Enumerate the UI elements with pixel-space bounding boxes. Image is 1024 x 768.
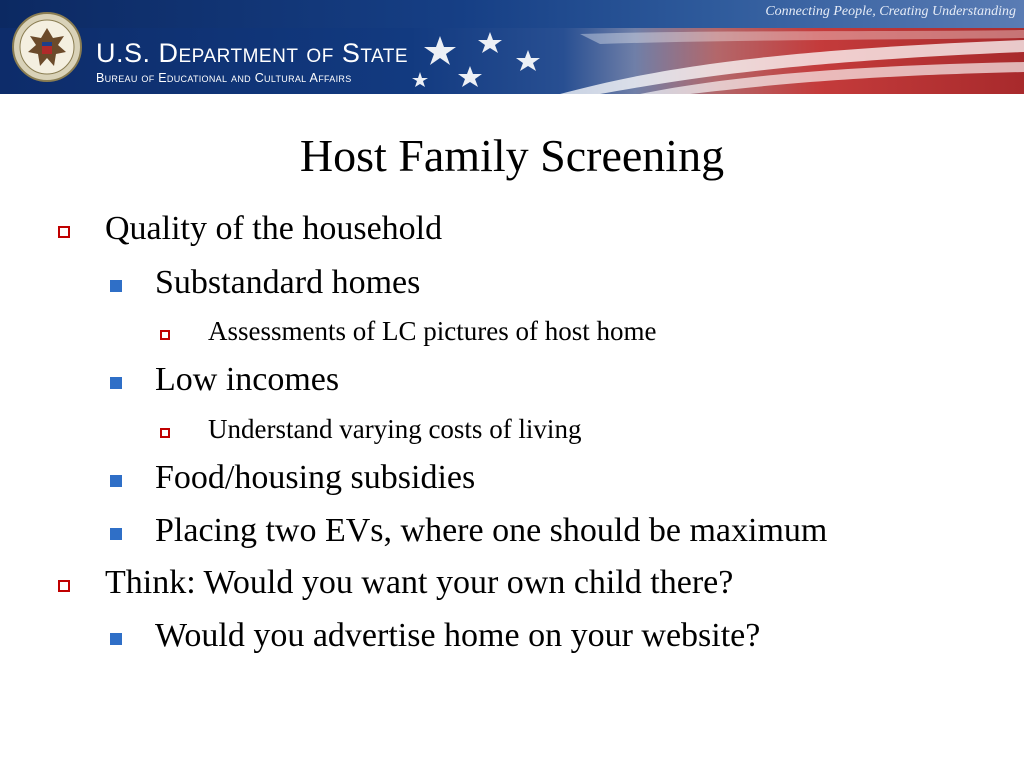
solid-square-bullet-icon xyxy=(110,633,122,645)
bullet-item: Would you advertise home on your website? xyxy=(155,617,761,654)
bullet-item: Low incomes xyxy=(155,361,340,398)
solid-square-bullet-icon xyxy=(110,528,122,540)
hollow-square-bullet-icon xyxy=(58,226,70,238)
bullet-item: Substandard homes xyxy=(155,264,421,301)
bureau-name: Bureau of Educational and Cultural Affairs xyxy=(96,71,352,85)
bullet-item: Think: Would you want your own child there? xyxy=(105,564,734,601)
hollow-square-bullet-icon xyxy=(58,580,70,592)
bullet-item: Understand varying costs of living xyxy=(208,414,582,444)
bullet-item: Food/housing subsidies xyxy=(155,459,476,496)
bullet-item: Quality of the household xyxy=(105,210,443,247)
solid-square-bullet-icon xyxy=(110,475,122,487)
agency-name: U.S. Department of State xyxy=(96,38,409,68)
slide-title: Host Family Screening xyxy=(299,130,725,181)
hollow-square-bullet-icon xyxy=(160,330,170,340)
header-banner xyxy=(0,0,1024,94)
us-great-seal-icon xyxy=(12,12,82,82)
solid-square-bullet-icon xyxy=(110,377,122,389)
bullet-item: Assessments of LC pictures of host home xyxy=(208,316,657,346)
hollow-square-bullet-icon xyxy=(160,428,170,438)
banner-tagline: Connecting People, Creating Understanding xyxy=(765,4,1016,19)
bullet-item: Placing two EVs, where one should be maximum xyxy=(155,512,828,549)
solid-square-bullet-icon xyxy=(110,280,122,292)
stars-graphic xyxy=(400,28,580,94)
